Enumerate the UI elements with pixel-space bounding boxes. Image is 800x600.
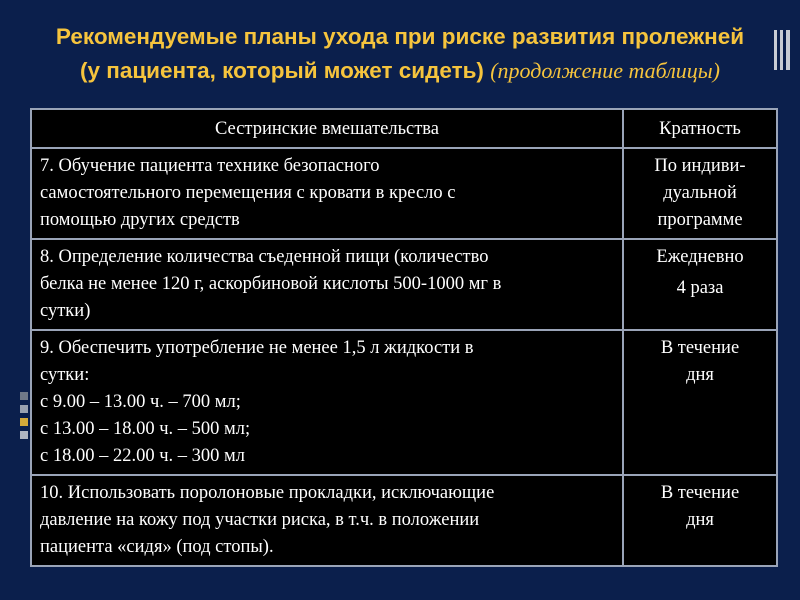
frequency-line: В течение [660, 483, 740, 503]
frequency-line: 4 раза [676, 278, 724, 298]
action-line: самостоятельного перемещения с кровати в кресло с [40, 183, 456, 203]
frequency-cell [623, 148, 777, 239]
frequency-cell [623, 475, 777, 566]
action-line: с 9.00 – 13.00 ч. – 700 мл; [40, 392, 241, 412]
frequency-line: Ежедневно [656, 247, 744, 267]
action-cell [31, 330, 623, 475]
action-line: с 18.00 – 22.00 ч. – 300 мл [40, 446, 245, 466]
title-line-2 [30, 54, 770, 88]
action-line: давление на кожу под участки риска, в т.ч. в положении [40, 510, 480, 530]
action-line: сутки) [40, 301, 91, 321]
frequency-line: В течение [660, 338, 740, 358]
action-line: 7. Обучение пациента технике безопасного [40, 156, 380, 176]
action-line: помощью других средств [40, 210, 240, 230]
action-line: белка не менее 120 г, аскорбиновой кислоты 500-1000 мг в [40, 274, 502, 294]
frequency-cell [623, 330, 777, 475]
table-row [31, 239, 777, 330]
action-cell [31, 239, 623, 330]
title-note: (продолжение таблицы) [490, 58, 721, 83]
action-line: 10. Использовать поролоновые прокладки, исключающие [40, 483, 495, 503]
action-line: 8. Определение количества съеденной пищи (количество [40, 247, 489, 267]
care-plan-table [30, 108, 778, 567]
action-line: с 13.00 – 18.00 ч. – 500 мл; [40, 419, 251, 439]
action-line: пациента «сидя» (под стопы). [40, 537, 274, 557]
action-line: 9. Обеспечить употребление не менее 1,5 л жидкости в [40, 338, 474, 358]
frequency-line: дуальной [663, 183, 737, 203]
frequency-cell [623, 239, 777, 330]
header-interventions: Сестринские вмешательства [31, 109, 623, 148]
slide-title [30, 20, 770, 88]
frequency-line: программе [657, 210, 743, 230]
decorative-bars [774, 30, 794, 70]
decorative-squares [20, 392, 28, 452]
table-row [31, 148, 777, 239]
table-row [31, 475, 777, 566]
title-line-1: Рекомендуемые планы ухода при риске развития пролежней [55, 24, 745, 49]
frequency-line: дня [686, 510, 714, 530]
table-row [31, 330, 777, 475]
frequency-line: По индиви- [654, 156, 746, 176]
frequency-line: дня [686, 365, 714, 385]
action-cell [31, 475, 623, 566]
action-cell [31, 148, 623, 239]
table-header-row [31, 109, 777, 148]
title-main-2: (у пациента, который может сидеть) [79, 58, 484, 83]
header-frequency: Кратность [623, 109, 777, 148]
action-line: сутки: [40, 365, 90, 385]
